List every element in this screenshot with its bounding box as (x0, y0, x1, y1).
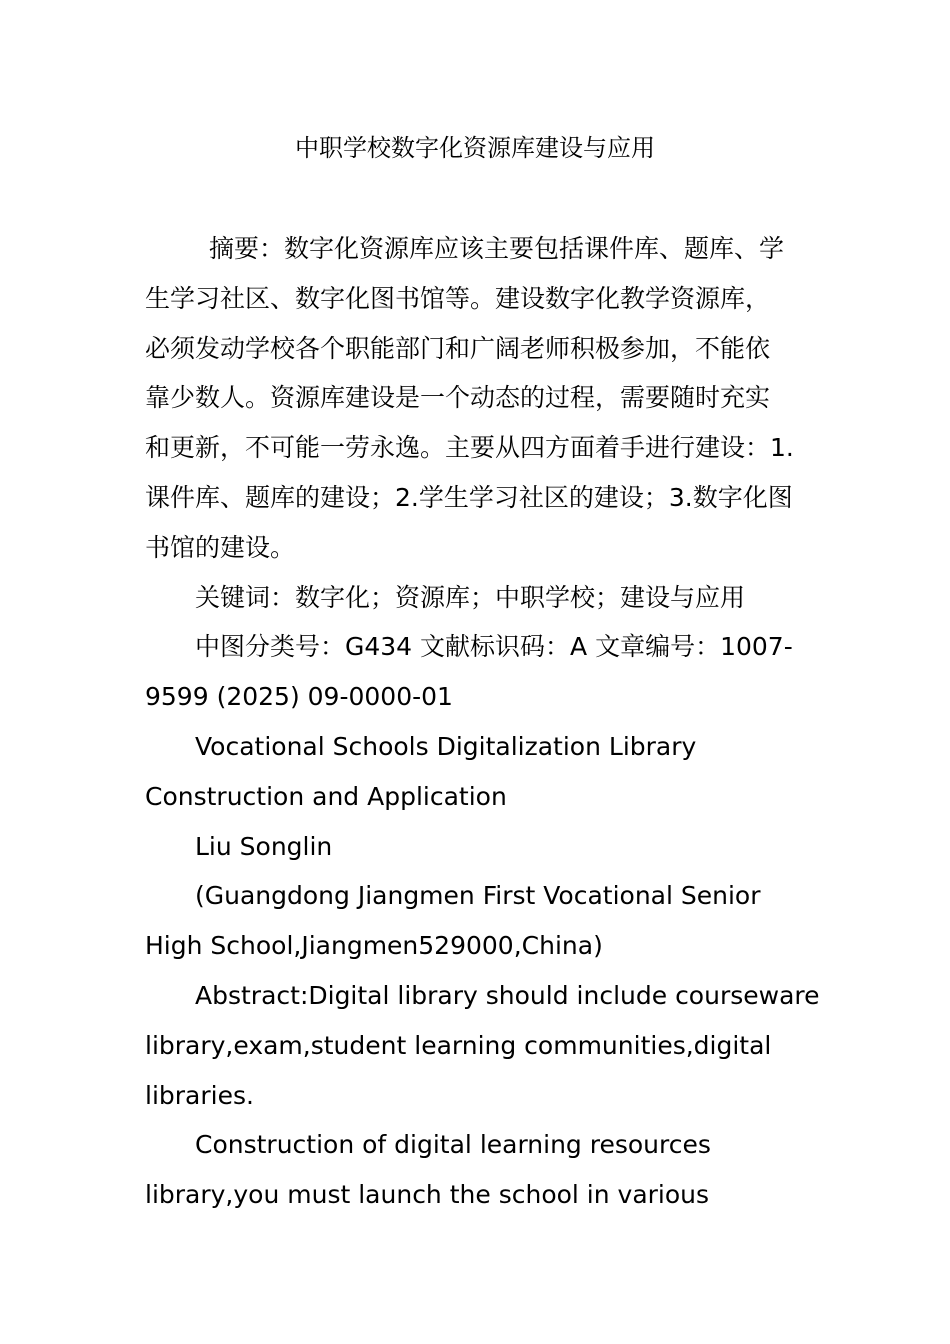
abstract-en-line-1: Abstract:Digital library should include courseware (195, 980, 820, 1010)
abstract-en-line-2: library,exam,student learning communities,digital (145, 1030, 772, 1060)
affiliation-line-1: (Guangdong Jiangmen First Vocational Senior (195, 881, 761, 911)
abstract-cn-line-4: 靠少数人。资源库建设是一个动态的过程，需要随时充实 (145, 383, 771, 413)
abstract-cn-line-6: 课件库、题库的建设；2.学生学习社区的建设；3.数字化图 (145, 482, 793, 512)
keywords-cn-text: 数字化；资源库；中职学校；建设与应用 (295, 582, 746, 612)
classification-line-1: 中图分类号：G434 文献标识码：A 文章编号：1007- (195, 632, 793, 662)
abstract-cn-line-3: 必须发动学校各个职能部门和广阔老师积极参加，不能依 (145, 333, 771, 363)
abstract-cn-label: 摘要： (209, 234, 285, 263)
paper-body (145, 224, 820, 1220)
body-en-line-1: Construction of digital learning resources (195, 1130, 711, 1160)
english-title-line-2: Construction and Application (145, 781, 507, 811)
body-en-line-2: library,you must launch the school in various (145, 1180, 710, 1210)
keywords-cn-label: 关键词： (195, 582, 296, 612)
abstract-cn-line-1 (145, 224, 805, 274)
english-title-line-1: Vocational Schools Digitalization Library (195, 731, 697, 761)
abstract-cn-line-2: 生学习社区、数字化图书馆等。建设数字化教学资源库， (145, 283, 771, 313)
keywords-cn (145, 573, 805, 623)
affiliation-line-2: High School,Jiangmen529000,China) (145, 931, 603, 961)
abstract-cn-line-5: 和更新，不可能一劳永逸。主要从四方面着手进行建设：1. (145, 433, 794, 463)
classification-line-2: 9599 (2025) 09-0000-01 (145, 682, 453, 712)
author-name: Liu Songlin (195, 831, 333, 861)
paper-title: 中职学校数字化资源库建设与应用 (295, 134, 655, 162)
abstract-cn-text-1: 数字化资源库应该主要包括课件库、题库、学 (284, 234, 785, 263)
abstract-cn-line-7: 书馆的建设。 (145, 532, 296, 562)
abstract-en-line-3: libraries. (145, 1080, 254, 1110)
